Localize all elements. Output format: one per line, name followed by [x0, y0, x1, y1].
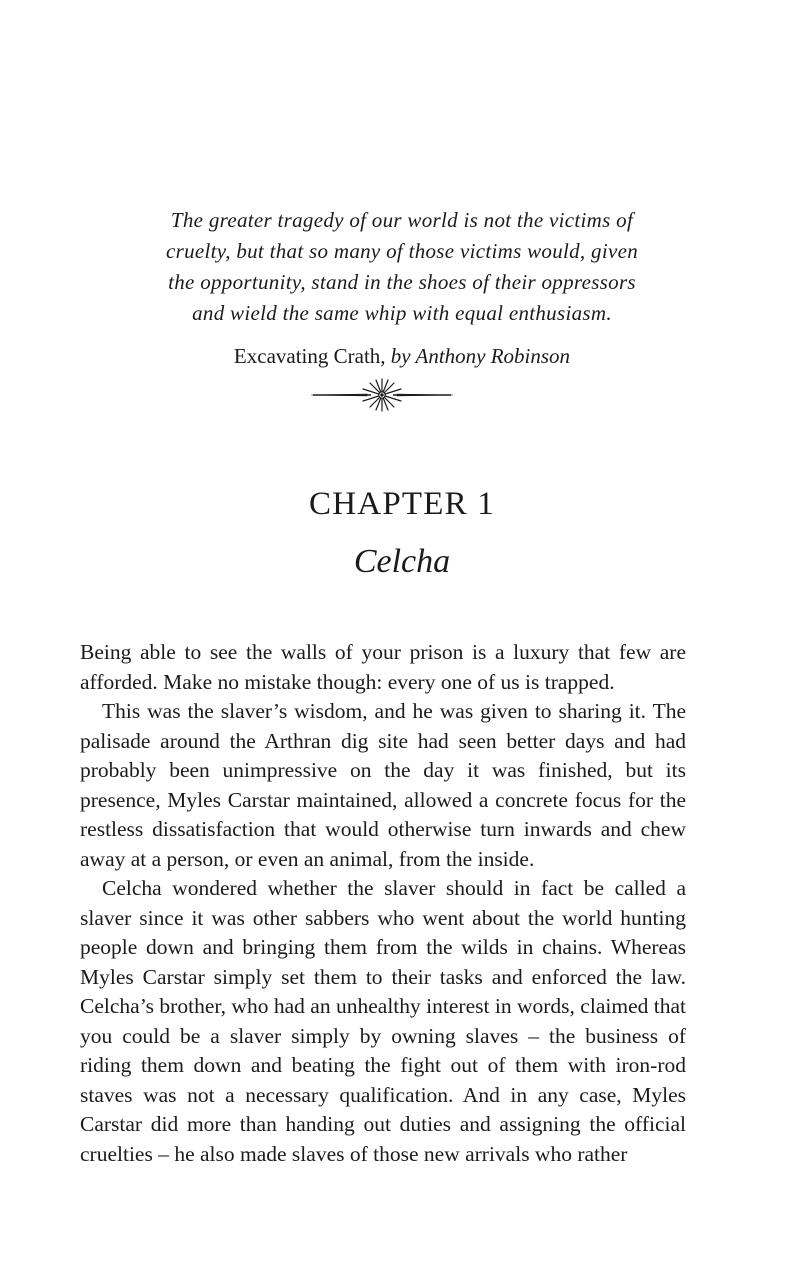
paragraph: This was the slaver’s wisdom, and he was given to sharing it. The palisade around the Arthran dig site had seen better days and had probably been unimpressive on the day it was finished, but its presence, Myles Carstar maintained, allowed a concrete focus for the restless dissatisfaction that would otherwise turn inwards and chew away at a person, or even an animal, from the inside.: [80, 699, 686, 871]
epigraph-attribution: [0, 341, 804, 371]
star-flourish-ornament-icon: [311, 378, 453, 412]
paragraph: Celcha wondered whether the slaver should in fact be called a slaver since it was other sabbers who went about the world hunting people down and bringing them from the wilds in chains. Whereas Myles Carstar simply set them to their tasks and enforced the law. Celcha’s brother, who had an unhealthy interest in words, claimed that you could be a slaver simply by owning slaves – the business of riding them down and beating the fight out of them with iron-rod staves was not a necessary qualification. And in any case, Myles Carstar did more than handing out duties and assigning the official cruelties – he also made slaves of those new arrivals who rather: [80, 876, 686, 1166]
epigraph-line: cruelty, but that so many of those victims would, given: [165, 239, 639, 263]
epigraph-source-title: Excavating Crath,: [233, 344, 386, 368]
paragraph: Being able to see the walls of your prison is a luxury that few are afforded. Make no mistake though: every one of us is trapped.: [80, 640, 686, 694]
epigraph-source-author: by Anthony Robinson: [390, 344, 571, 368]
chapter-body: [80, 638, 686, 1169]
epigraph: [0, 205, 804, 371]
chapter-number: CHAPTER 1: [309, 486, 495, 522]
epigraph-line: and wield the same whip with equal enthusiasm.: [192, 301, 612, 325]
epigraph-line: the opportunity, stand in the shoes of their oppressors: [168, 270, 636, 294]
epigraph-line: The greater tragedy of our world is not the victims of: [170, 208, 634, 232]
chapter-title: Celcha: [353, 543, 451, 580]
